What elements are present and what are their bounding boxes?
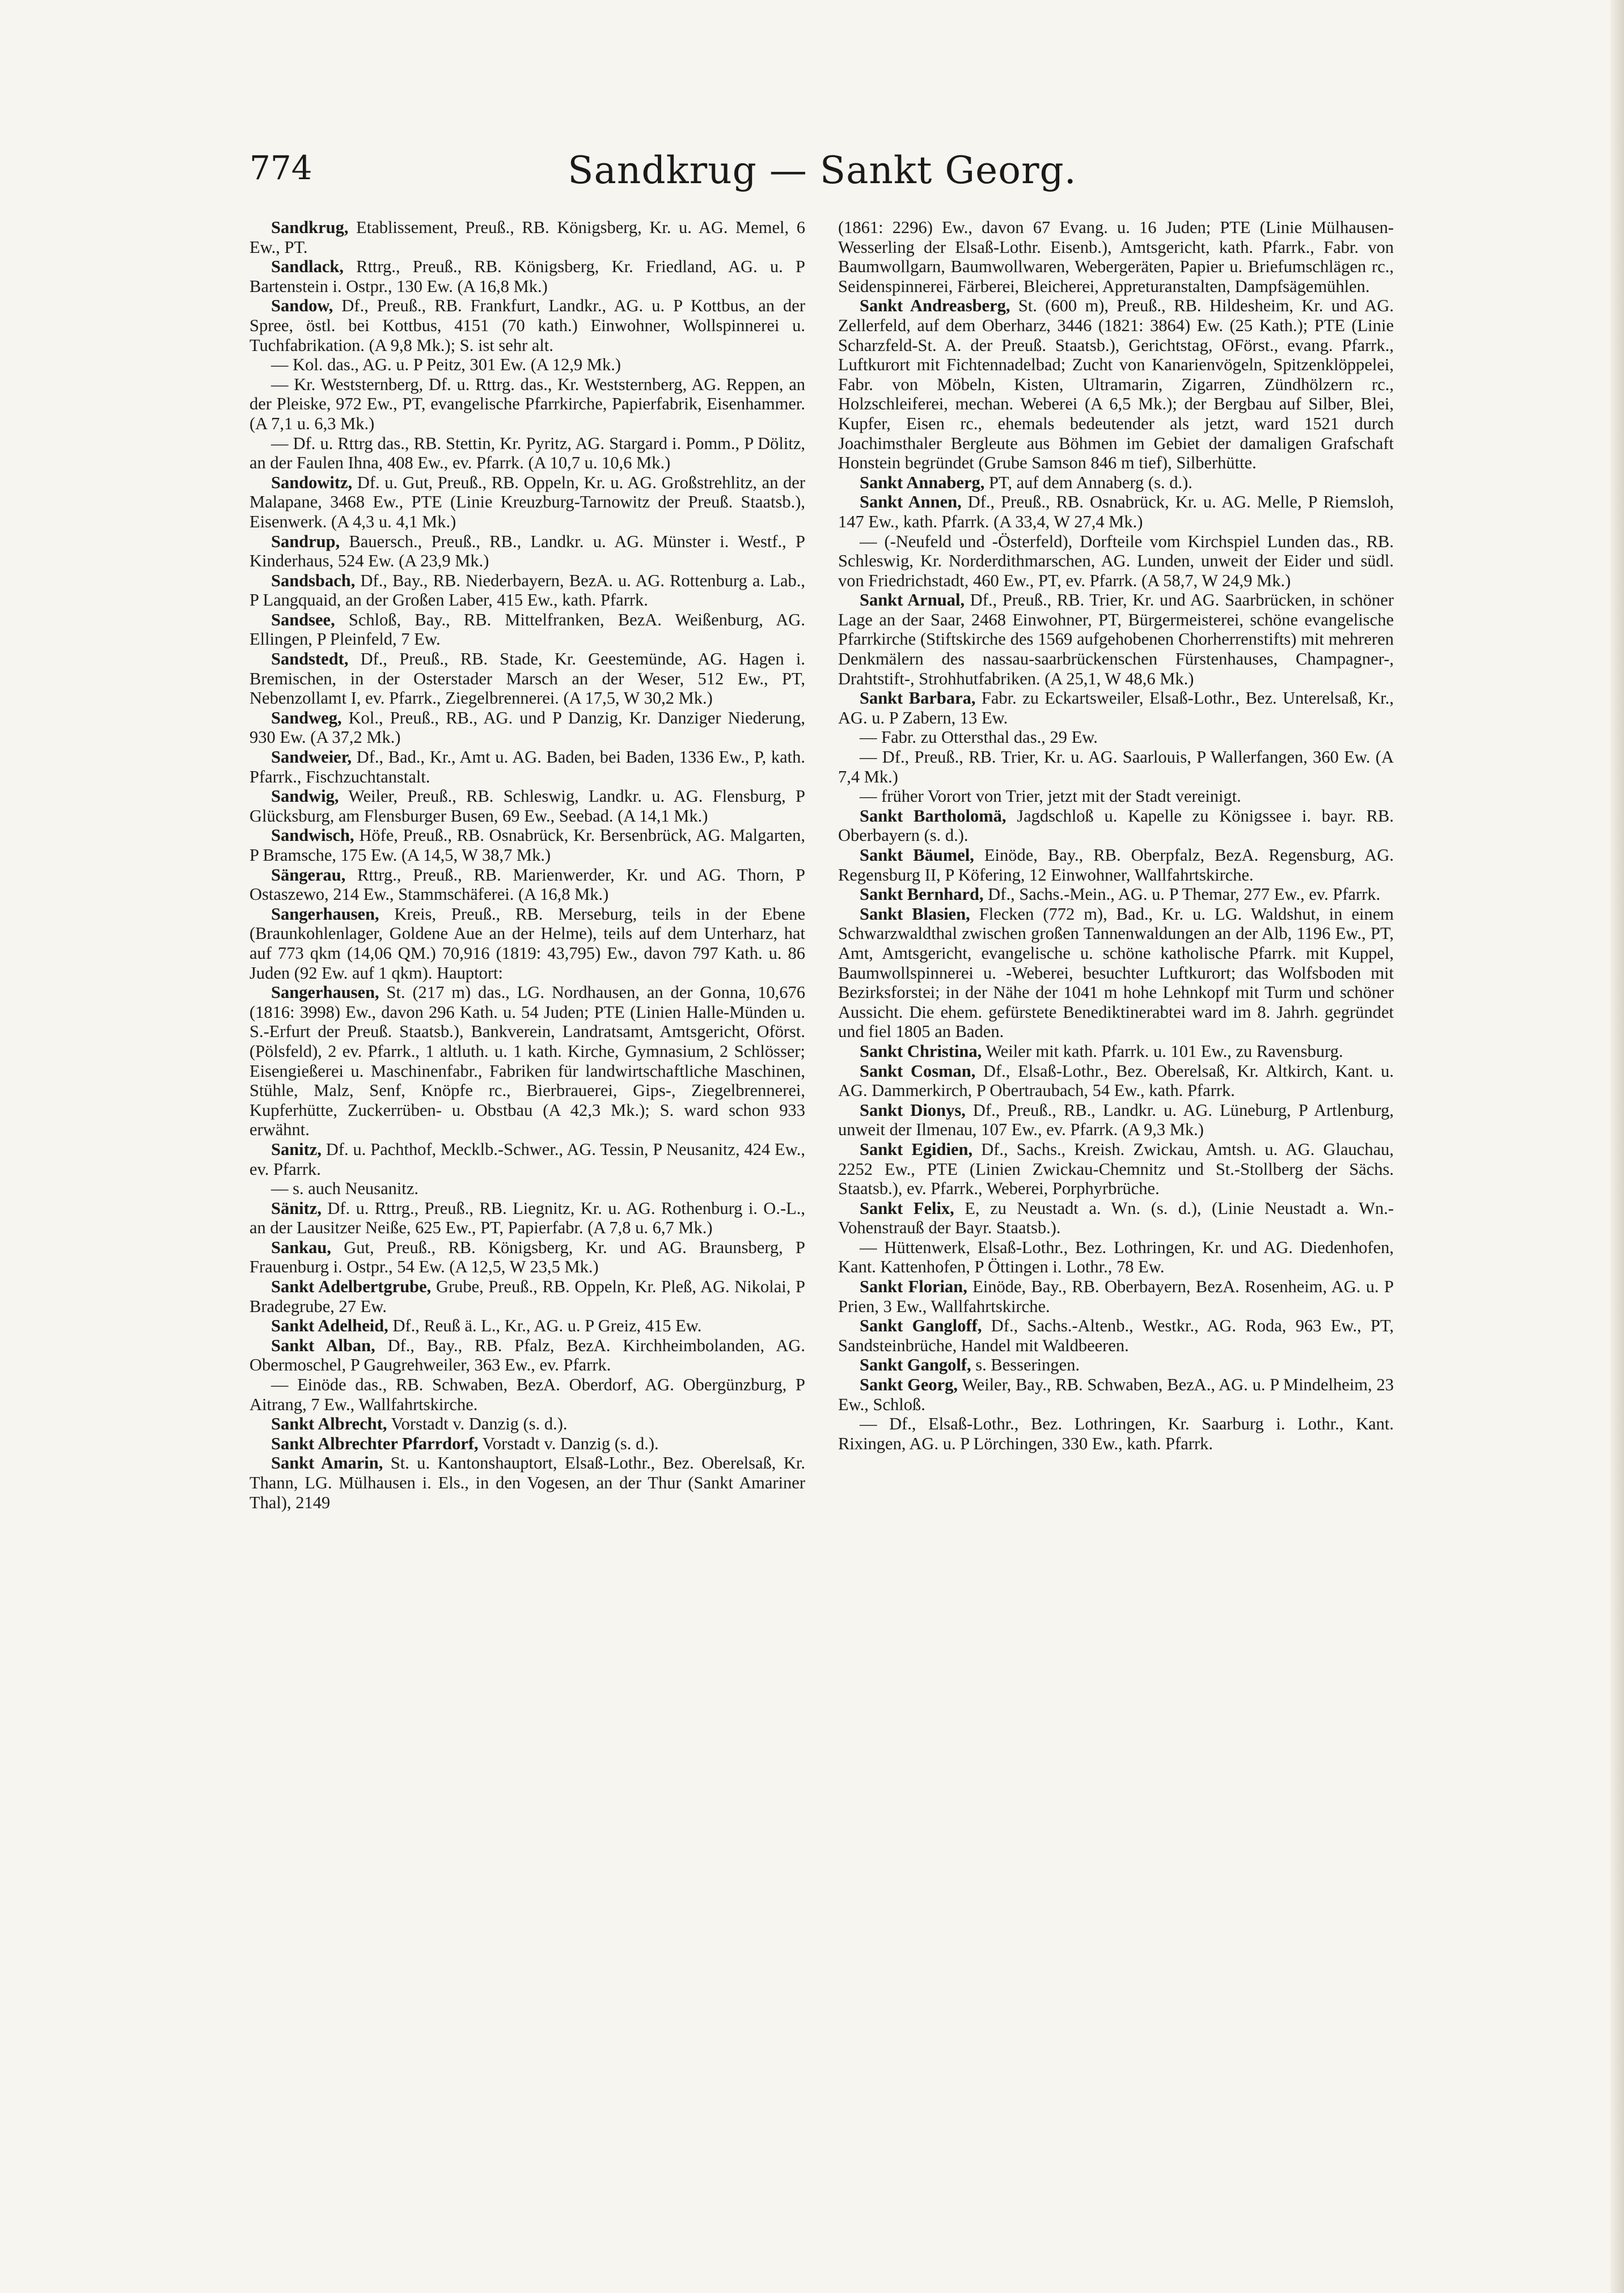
- entry-text: Jagdschloß u. Kapelle zu Königssee i. bayr. RB. Oberbayern (s. d.).: [838, 806, 1394, 845]
- entry-headword: Sankt Dionys,: [860, 1100, 966, 1120]
- entry-text: St. (600 m), Preuß., RB. Hildesheim, Kr. und AG. Zellerfeld, auf dem Oberharz, 3446 (1821: 3864) Ew. (25 Kath.); PTE (Linie Scharzfeld-St. A. der Preuß. Staatsb.), Gerichtstag, OFörst., evang. Pfarrk., Luftkurort mit Fichtennadelbad; Zucht von Kanarienvögeln, Spitzenklöppelei, Fabr. von Möbeln, Kisten, Ultramarin, Zigarren, Zündhölzern rc., Holzschleiferei, mechan. Weberei (A 6,5 Mk.); der Bergbau auf Silber, Blei, Kupfer, Eisen rc., ehemals bedeutender als jetzt, ward 1521 durch Joachimsthaler Bergleute aus Böhmen im Gebiet der damaligen Grafschaft Honstein begründet (Grube Samson 846 m tief), Silberhütte.: [838, 296, 1394, 473]
- entry-text: Vorstadt v. Danzig (s. d.).: [387, 1414, 568, 1434]
- dictionary-entry: [249, 747, 805, 786]
- dictionary-entry: [249, 826, 805, 865]
- dictionary-entry: [249, 1453, 805, 1512]
- dictionary-entry: [838, 1061, 1394, 1101]
- entry-headword: Sandsbach,: [271, 570, 356, 590]
- entry-text: St. u. Kantonshauptort, Elsaß-Lothr., Bez. Oberelsaß, Kr. Thann, LG. Mülhausen i. Els., in den Vogesen, an der Thur (Sankt Amariner Thal), 2149: [249, 1453, 805, 1512]
- entry-headword: Sandkrug,: [271, 218, 349, 237]
- dictionary-entry: [249, 1179, 805, 1199]
- dictionary-entry: [249, 610, 805, 649]
- entry-headword: Sankt Florian,: [860, 1277, 967, 1297]
- entry-headword: Sankt Andreasberg,: [860, 296, 1010, 316]
- entry-text: Vorstadt v. Danzig (s. d.).: [478, 1433, 659, 1453]
- entry-headword: Sankt Blasien,: [860, 904, 970, 924]
- dictionary-entry: [249, 1277, 805, 1316]
- dictionary-entry: [838, 688, 1394, 727]
- entry-text: Kreis, Preuß., RB. Merseburg, teils in der Ebene (Braunkohlenlager, Goldene Aue an der Helme), teils auf dem Unterharz, hat auf 773 qkm (14,06 QM.) 70,916 (1819: 43,795) Ew., davon 797 Kath. u. 86 Juden (92 Ew. auf 1 qkm). Hauptort:: [249, 904, 805, 983]
- entry-text: PT, auf dem Annaberg (s. d.).: [984, 472, 1192, 492]
- entry-text: Flecken (772 m), Bad., Kr. u. LG. Waldshut, in einem Schwarzwaldthal zwischen großen Tannenwaldungen an der Alb, 1196 Ew., PT, Amt, Amtsgericht, evangelische u. schöne katholische Pfarrk. mit Kuppel, Baumwollspinnerei u. -Weberei, besuchter Luftkurort; das Wolfsboden mit Bezirksforstei; in der Nähe der 1041 m hohe Lehnkopf mit Turm und schöner Aussicht. Die ehem. gefürstete Benediktinerabtei ward im 8. Jahrh. gegründet und fiel 1805 an Baden.: [838, 904, 1394, 1042]
- dictionary-entry: [838, 845, 1394, 885]
- dictionary-entry: [838, 218, 1394, 296]
- entry-headword: Sankt Albrecht,: [271, 1414, 387, 1434]
- dictionary-entry: [838, 1355, 1394, 1375]
- entry-headword: Sankt Egidien,: [860, 1139, 973, 1159]
- entry-text: Df., Preuß., RB. Stade, Kr. Geestemünde, AG. Hagen i. Bremischen, in der Osterstader Marsch an der Weser, 512 Ew., PT, Nebenzollamt I, ev. Pfarrk., Ziegelbrennerei. (A 17,5, W 30,2 Mk.): [249, 649, 805, 708]
- entry-text: Df., Bay., RB. Niederbayern, BezA. u. AG. Rottenburg a. Lab., P Langquaid, an der Großen Laber, 415 Ew., kath. Pfarrk.: [249, 570, 805, 610]
- dictionary-entry: [838, 1199, 1394, 1238]
- entry-headword: Sankt Alban,: [271, 1335, 375, 1355]
- dictionary-entry: [838, 727, 1394, 747]
- dictionary-entry: [838, 786, 1394, 806]
- page-number: 774: [249, 149, 312, 187]
- running-title: Sandkrug — Sankt Georg.: [568, 149, 1077, 192]
- page-header: [249, 149, 1395, 194]
- entry-headword: Sänitz,: [271, 1198, 322, 1218]
- entry-headword: Sangerhausen,: [271, 983, 379, 1002]
- entry-headword: Sankt Christina,: [860, 1041, 982, 1061]
- entry-text: — Fabr. zu Ottersthal das., 29 Ew.: [860, 727, 1098, 747]
- entry-headword: Sankt Annaberg,: [860, 472, 985, 492]
- entry-headword: Sankt Amarin,: [271, 1453, 383, 1473]
- entry-text: — Hüttenwerk, Elsaß-Lothr., Bez. Lothringen, Kr. und AG. Diedenhofen, Kant. Kattenhofen, P Öttingen i. Lothr., 78 Ew.: [838, 1237, 1394, 1277]
- entry-text: — früher Vorort von Trier, jetzt mit der Stadt vereinigt.: [860, 786, 1241, 806]
- entry-headword: Sankt Arnual,: [860, 590, 965, 610]
- entry-headword: Sandrup,: [271, 531, 340, 551]
- entry-text: Etablissement, Preuß., RB. Königsberg, Kr. u. AG. Memel, 6 Ew., PT.: [249, 218, 805, 257]
- entry-text: E, zu Neustadt a. Wn. (s. d.), (Linie Neustadt a. Wn.-Vohenstrauß der Bayr. Staatsb.).: [838, 1198, 1394, 1238]
- dictionary-entry: [838, 1375, 1394, 1414]
- dictionary-entry: [838, 806, 1394, 845]
- entry-headword: Sandstedt,: [271, 649, 349, 669]
- dictionary-entry: [838, 1316, 1394, 1355]
- entry-headword: Sandlack,: [271, 257, 344, 277]
- entry-text: — Einöde das., RB. Schwaben, BezA. Oberdorf, AG. Obergünzburg, P Aitrang, 7 Ew., Wallfahrtskirche.: [249, 1375, 805, 1414]
- dictionary-entry: [838, 747, 1394, 786]
- entry-text: Rttrg., Preuß., RB. Marienwerder, Kr. und AG. Thorn, P Ostaszewo, 214 Ew., Stammschäferei. (A 16,8 Mk.): [249, 865, 805, 904]
- entry-text: Schloß, Bay., RB. Mittelfranken, BezA. Weißenburg, AG. Ellingen, P Pleinfeld, 7 Ew.: [249, 610, 805, 649]
- entry-headword: Sankt Gangolf,: [860, 1355, 971, 1375]
- entry-headword: Sanitz,: [271, 1139, 322, 1159]
- entry-headword: Sankt Bernhard,: [860, 885, 984, 904]
- entry-headword: Sankt Bartholomä,: [860, 806, 1006, 826]
- dictionary-entry: [249, 1414, 805, 1434]
- entry-text: Df., Preuß., RB. Frankfurt, Landkr., AG. u. P Kottbus, an der Spree, östl. bei Kottbus, 4151 (70 kath.) Einwohner, Wollspinnerei u. Tuchfabrikation. (A 9,8 Mk.); S. ist sehr alt.: [249, 296, 805, 355]
- entry-text: Kol., Preuß., RB., AG. und P Danzig, Kr. Danziger Niederung, 930 Ew. (A 37,2 Mk.): [249, 708, 805, 747]
- dictionary-entry: [249, 1336, 805, 1375]
- entry-text: Df., Sachs.-Mein., AG. u. P Themar, 277 Ew., ev. Pfarrk.: [983, 885, 1381, 904]
- entry-text: — s. auch Neusanitz.: [271, 1179, 419, 1199]
- dictionary-entry: [249, 532, 805, 571]
- entry-text: — Kol. das., AG. u. P Peitz, 301 Ew. (A 12,9 Mk.): [271, 355, 621, 375]
- dictionary-entry: [249, 473, 805, 532]
- entry-text: (1861: 2296) Ew., davon 67 Evang. u. 16 Juden; PTE (Linie Mülhausen-Wesserling der Elsaß-Lothr. Eisenb.), Amtsgericht, kath. Pfarrk., Fabr. von Baumwollgarn, Baumwollwaren, Webergeräten, Papier u. Briefumschlägen rc., Seidenspinnerei, Färberei, Bleicherei, Appreturanstalten, Dampfsägemühlen.: [838, 218, 1394, 296]
- dictionary-entry: [838, 904, 1394, 1042]
- entry-text: Df. u. Gut, Preuß., RB. Oppeln, Kr. u. AG. Großstrehlitz, an der Malapane, 3468 Ew., PTE (Linie Kreuzburg-Tarnowitz der Preuß. Staatsb.), Eisenwerk. (A 4,3 u. 4,1 Mk.): [249, 472, 805, 531]
- dictionary-entry: [249, 434, 805, 473]
- entry-text: Gut, Preuß., RB. Königsberg, Kr. und AG. Braunsberg, P Frauenburg i. Ostpr., 54 Ew. (A 12,5, W 23,5 Mk.): [249, 1237, 805, 1277]
- dictionary-entry: [838, 590, 1394, 688]
- entry-text: — Df., Elsaß-Lothr., Bez. Lothringen, Kr. Saarburg i. Lothr., Kant. Rixingen, AG. u. P Lörchingen, 330 Ew., kath. Pfarrk.: [838, 1414, 1394, 1453]
- entry-text: Df. u. Pachthof, Mecklb.-Schwer., AG. Tessin, P Neusanitz, 424 Ew., ev. Pfarrk.: [249, 1139, 805, 1179]
- dictionary-entry: [838, 885, 1394, 904]
- dictionary-entry: [838, 1414, 1394, 1453]
- entry-text: Df., Sachs.-Altenb., Westkr., AG. Roda, 963 Ew., PT, Sandsteinbrüche, Handel mit Waldbeeren.: [838, 1316, 1394, 1355]
- dictionary-entry: [838, 473, 1394, 493]
- dictionary-entry: [249, 649, 805, 708]
- dictionary-entry: [838, 296, 1394, 472]
- dictionary-entry: [838, 1042, 1394, 1061]
- dictionary-entry: [838, 1140, 1394, 1199]
- entry-headword: Sankt Albrechter Pfarrdorf,: [271, 1433, 479, 1453]
- entry-text: Df. u. Rttrg., Preuß., RB. Liegnitz, Kr. u. AG. Rothenburg i. O.-L., an der Lausitzer Neiße, 625 Ew., PT, Papierfabr. (A 7,8 u. 6,7 Mk.): [249, 1198, 805, 1238]
- entry-headword: Sangerhausen,: [271, 904, 379, 924]
- dictionary-entry: [249, 1434, 805, 1454]
- entry-text: St. (217 m) das., LG. Nordhausen, an der Gonna, 10,676 (1816: 3998) Ew., davon 296 Kath. u. 54 Juden; PTE (Linien Halle-Münden u. S.-Erfurt der Preuß. Staatsb.), Bankverein, Landratsamt, Amtsgericht, Oförst. (Pölsfeld), 2 ev. Pfarrk., 1 altluth. u. 1 kath. Kirche, Gymnasium, 2 Schlösser; Eisengießerei u. Maschinenfabr., Fabriken für landwirtschaftliche Maschinen, Stühle, Malz, Senf, Knöpfe rc., Bierbrauerei, Gips-, Ziegelbrennerei, Kupferhütte, Zuckerrüben- u. Obstbau (A 42,3 Mk.); S. ward schon 933 erwähnt.: [249, 983, 805, 1140]
- dictionary-entry: [249, 218, 805, 257]
- dictionary-entry: [249, 571, 805, 610]
- entry-text: — Df. u. Rttrg das., RB. Stettin, Kr. Pyritz, AG. Stargard i. Pomm., P Dölitz, an der Faulen Ihna, 408 Ew., ev. Pfarrk. (A 10,7 u. 10,6 Mk.): [249, 433, 805, 473]
- entry-headword: Sankt Cosman,: [860, 1061, 976, 1081]
- entry-text: Weiler mit kath. Pfarrk. u. 101 Ew., zu Ravensburg.: [982, 1041, 1343, 1061]
- dictionary-entry: [838, 532, 1394, 591]
- entry-text: s. Besseringen.: [971, 1355, 1080, 1375]
- entry-headword: Sankt Gangloff,: [860, 1316, 982, 1336]
- dictionary-entry: [249, 1199, 805, 1238]
- page-edge-shadow: [1610, 0, 1624, 2293]
- entry-text: Weiler, Bay., RB. Schwaben, BezA., AG. u. P Mindelheim, 23 Ew., Schloß.: [838, 1375, 1394, 1414]
- entry-headword: Sandwig,: [271, 786, 339, 806]
- entry-text: Df., Sachs., Kreish. Zwickau, Amtsh. u. AG. Glauchau, 2252 Ew., PTE (Linien Zwickau-Chemnitz und St.-Stollberg der Sächs. Staatsb.), ev. Pfarrk., Weberei, Porphyrbrüche.: [838, 1139, 1394, 1199]
- right-column: [838, 218, 1394, 1453]
- dictionary-entry: [249, 1140, 805, 1179]
- entry-headword: Sankt Felix,: [860, 1198, 954, 1218]
- dictionary-entry: [838, 492, 1394, 531]
- entry-text: Höfe, Preuß., RB. Osnabrück, Kr. Bersenbrück, AG. Malgarten, P Bramsche, 175 Ew. (A 14,5, W 38,7 Mk.): [249, 826, 805, 865]
- entry-text: Df., Preuß., RB., Landkr. u. AG. Lüneburg, P Artlenburg, unweit der Ilmenau, 107 Ew., ev. Pfarrk. (A 9,3 Mk.): [838, 1100, 1394, 1140]
- dictionary-entry: [249, 296, 805, 355]
- entry-text: Einöde, Bay., RB. Oberpfalz, BezA. Regensburg, AG. Regensburg II, P Köfering, 12 Einwohner, Wallfahrtskirche.: [838, 845, 1394, 885]
- entry-headword: Sankt Barbara,: [860, 688, 976, 708]
- entry-headword: Sandow,: [271, 296, 333, 316]
- entry-text: — Kr. Weststernberg, Df. u. Rttrg. das., Kr. Weststernberg, AG. Reppen, an der Pleiske, 972 Ew., PT, evangelische Pfarrkirche, Papierfabrik, Eisenhammer. (A 7,1 u. 6,3 Mk.): [249, 374, 805, 433]
- entry-text: Df., Preuß., RB. Trier, Kr. und AG. Saarbrücken, in schöner Lage an der Saar, 2468 Einwohner, PT, Bürgermeisterei, schöne evangelische Pfarrkirche (Stiftskirche des 1569 aufgehobenen Chorherrenstifts) mit mehreren Denkmälern des nassau-saarbrückenschen Fürstenhauses, Champagner-, Drahtstift-, Strohhutfabriken. (A 25,1, W 48,6 Mk.): [838, 590, 1394, 688]
- dictionary-entry: [249, 355, 805, 375]
- dictionary-entry: [249, 983, 805, 1140]
- entry-headword: Sandweier,: [271, 747, 352, 767]
- entry-headword: Sankt Bäumel,: [860, 845, 974, 865]
- dictionary-entry: [249, 865, 805, 904]
- entry-text: Df., Bay., RB. Pfalz, BezA. Kirchheimbolanden, AG. Obermoschel, P Gaugrehweiler, 363 Ew., ev. Pfarrk.: [249, 1335, 805, 1375]
- entry-text: — (-Neufeld und -Österfeld), Dorfteile vom Kirchspiel Lunden das., RB. Schleswig, Kr. Norderdithmarschen, AG. Lunden, unweit der Eider und südl. von Friedrichstadt, 460 Ew., PT, ev. Pfarrk. (A 58,7, W 24,9 Mk.): [838, 531, 1394, 590]
- entry-headword: Sankt Georg,: [860, 1375, 958, 1395]
- left-column: [249, 218, 805, 1512]
- dictionary-entry: [838, 1101, 1394, 1140]
- entry-text: Df., Bad., Kr., Amt u. AG. Baden, bei Baden, 1336 Ew., P, kath. Pfarrk., Fischzuchtanstalt.: [249, 747, 805, 786]
- entry-headword: Sandowitz,: [271, 472, 353, 492]
- dictionary-entry: [838, 1277, 1394, 1316]
- entry-text: Df., Preuß., RB. Osnabrück, Kr. u. AG. Melle, P Riemsloh, 147 Ew., kath. Pfarrk. (A 33,4, W 27,4 Mk.): [838, 492, 1394, 531]
- dictionary-entry: [249, 708, 805, 747]
- dictionary-entry: [249, 786, 805, 826]
- dictionary-entry: [838, 1238, 1394, 1277]
- dictionary-entry: [249, 1316, 805, 1336]
- entry-headword: Sankt Annen,: [860, 492, 962, 512]
- dictionary-entry: [249, 257, 805, 296]
- entry-headword: Sankau,: [271, 1237, 331, 1257]
- entry-headword: Sandsee,: [271, 610, 335, 629]
- entry-text: Rttrg., Preuß., RB. Königsberg, Kr. Friedland, AG. u. P Bartenstein i. Ostpr., 130 Ew. (A 16,8 Mk.): [249, 257, 805, 296]
- entry-text: Grube, Preuß., RB. Oppeln, Kr. Pleß, AG. Nikolai, P Bradegrube, 27 Ew.: [249, 1277, 805, 1316]
- dictionary-entry: [249, 375, 805, 434]
- entry-text: Df., Reuß ä. L., Kr., AG. u. P Greiz, 415 Ew.: [388, 1316, 702, 1336]
- entry-headword: Sankt Adelbertgrube,: [271, 1277, 432, 1297]
- entry-text: Fabr. zu Eckartsweiler, Elsaß-Lothr., Bez. Unterelsaß, Kr., AG. u. P Zabern, 13 Ew.: [838, 688, 1394, 727]
- entry-headword: Sankt Adelheid,: [271, 1316, 388, 1336]
- dictionary-entry: [249, 904, 805, 983]
- dictionary-entry: [249, 1238, 805, 1277]
- entry-text: Weiler, Preuß., RB. Schleswig, Landkr. u. AG. Flensburg, P Glücksburg, am Flensburger Busen, 69 Ew., Seebad. (A 14,1 Mk.): [249, 786, 805, 826]
- entry-headword: Sängerau,: [271, 865, 346, 885]
- entry-text: Bauersch., Preuß., RB., Landkr. u. AG. Münster i. Westf., P Kinderhaus, 524 Ew. (A 23,9 Mk.): [249, 531, 805, 571]
- entry-headword: Sandwisch,: [271, 826, 354, 845]
- entry-text: Einöde, Bay., RB. Oberbayern, BezA. Rosenheim, AG. u. P Prien, 3 Ew., Wallfahrtskirche.: [838, 1277, 1394, 1316]
- entry-text: — Df., Preuß., RB. Trier, Kr. u. AG. Saarlouis, P Wallerfangen, 360 Ew. (A 7,4 Mk.): [838, 747, 1394, 786]
- entry-text: Df., Elsaß-Lothr., Bez. Oberelsaß, Kr. Altkirch, Kant. u. AG. Dammerkirch, P Obertraubach, 54 Ew., kath. Pfarrk.: [838, 1061, 1394, 1101]
- entry-headword: Sandweg,: [271, 708, 342, 727]
- dictionary-entry: [249, 1375, 805, 1414]
